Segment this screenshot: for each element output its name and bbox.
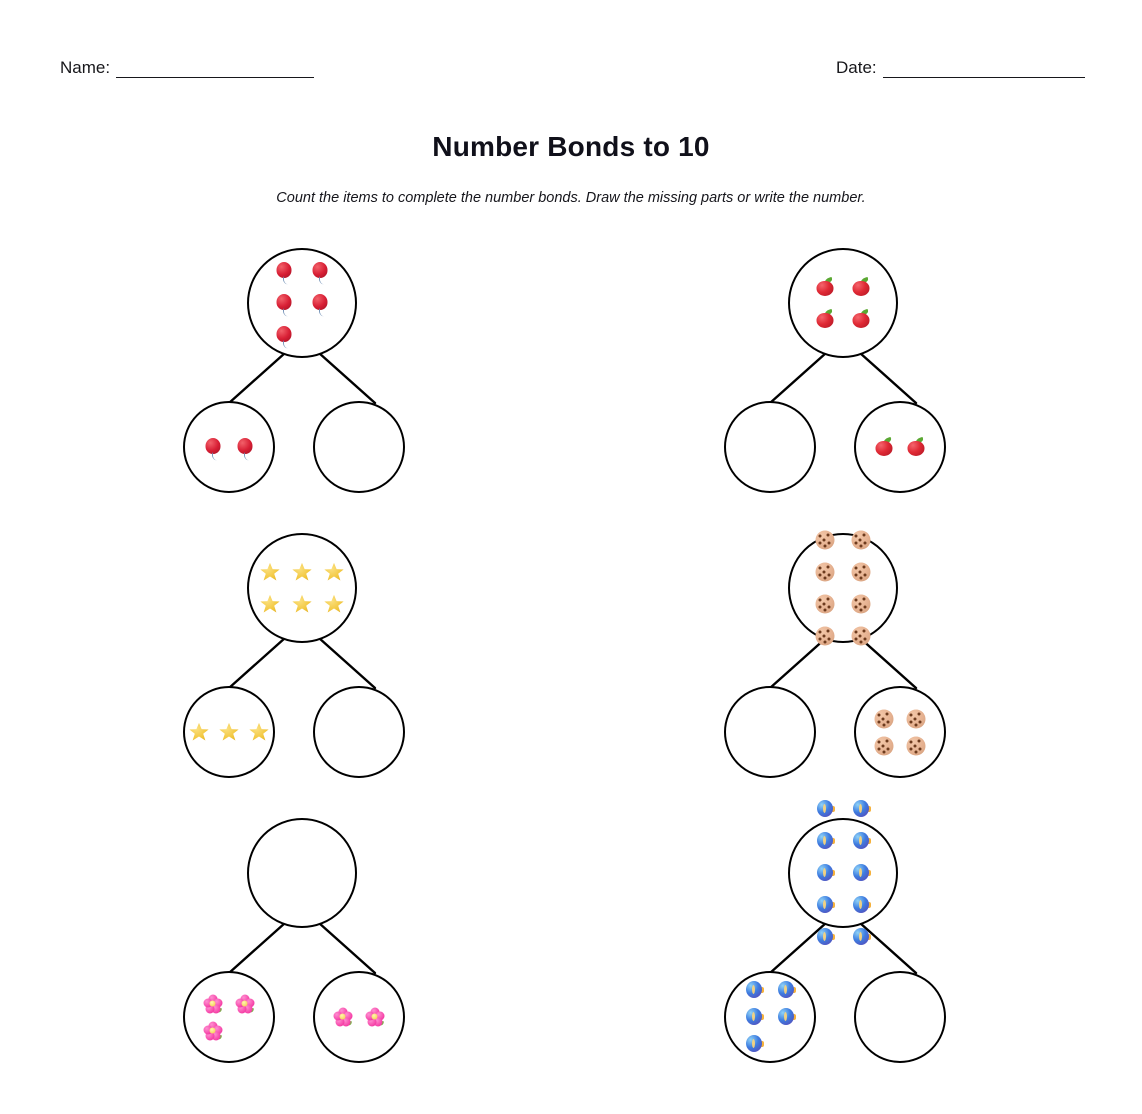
- bond-4-whole-circle[interactable]: [788, 533, 898, 643]
- bond-3: [137, 533, 467, 783]
- bond-2: [678, 248, 1008, 498]
- date-write-line[interactable]: [883, 64, 1085, 78]
- bond-1-right-part-circle[interactable]: [313, 401, 405, 493]
- name-write-line[interactable]: [116, 64, 314, 78]
- bond-2-whole-circle[interactable]: [788, 248, 898, 358]
- bond-5: [137, 818, 467, 1068]
- bond-4-right-part-circle[interactable]: [854, 686, 946, 778]
- number-bond-grid: [0, 240, 1142, 1114]
- worksheet-header: [0, 58, 1142, 90]
- bond-3-left-part-circle[interactable]: [183, 686, 275, 778]
- bond-5-whole-circle[interactable]: [247, 818, 357, 928]
- instructions: Count the items to complete the number bonds. Draw the missing parts or write the number.: [276, 190, 866, 206]
- bond-3-whole-circle[interactable]: [247, 533, 357, 643]
- bond-2-right-part-circle[interactable]: [854, 401, 946, 493]
- bond-4: [678, 533, 1008, 783]
- bond-1-whole-circle[interactable]: [247, 248, 357, 358]
- bond-3-right-part-circle[interactable]: [313, 686, 405, 778]
- name-label: Name:: [60, 58, 111, 77]
- name-field: [60, 58, 314, 78]
- bond-1: [137, 248, 467, 498]
- bond-6-whole-circle[interactable]: [788, 818, 898, 928]
- date-field: [836, 58, 1085, 78]
- bond-6: [678, 818, 1008, 1068]
- bond-1-left-part-circle[interactable]: [183, 401, 275, 493]
- bond-5-left-part-circle[interactable]: [183, 971, 275, 1063]
- bond-4-left-part-circle[interactable]: [724, 686, 816, 778]
- bond-2-left-part-circle[interactable]: [724, 401, 816, 493]
- bond-5-right-part-circle[interactable]: [313, 971, 405, 1063]
- bond-6-right-part-circle[interactable]: [854, 971, 946, 1063]
- bond-6-left-part-circle[interactable]: [724, 971, 816, 1063]
- date-label: Date:: [836, 58, 877, 77]
- page-title: Number Bonds to 10: [432, 131, 710, 162]
